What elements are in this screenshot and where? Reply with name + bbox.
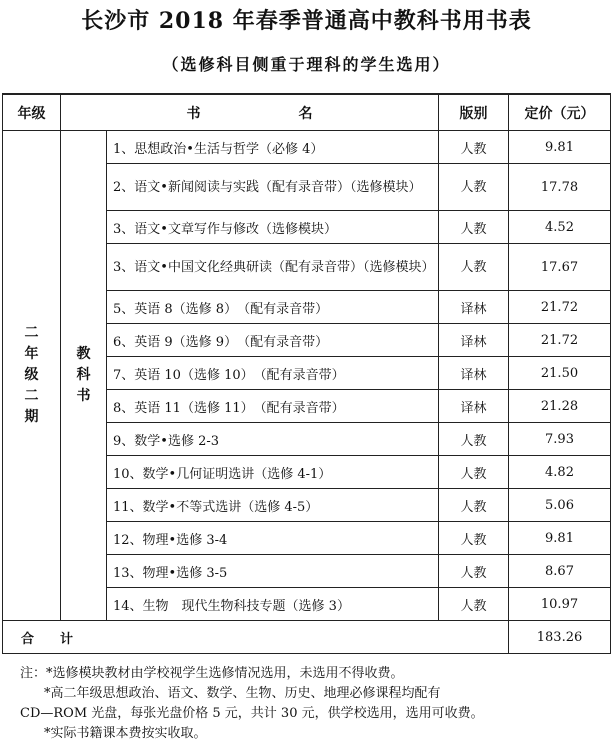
book-name-cell: 3、语文•文章写作与修改（选修模块） bbox=[107, 211, 439, 244]
publisher-cell: 人教 bbox=[439, 164, 509, 211]
note-line: *实际书籍课本费按实收取。 bbox=[44, 726, 207, 741]
book-name-cell: 1、思想政治•生活与哲学（必修 4） bbox=[107, 131, 439, 164]
book-type-cell bbox=[61, 131, 107, 621]
price-cell: 17.67 bbox=[509, 244, 611, 291]
publisher-cell: 译林 bbox=[439, 324, 509, 357]
grade-cell bbox=[3, 131, 61, 621]
total-label: 合计 bbox=[3, 621, 509, 654]
book-name-cell: 6、英语 9（选修 9） （配有录音带） bbox=[107, 324, 439, 357]
book-name-cell: 14、生物 现代生物科技专题（选修 3） bbox=[107, 588, 439, 621]
publisher-cell: 人教 bbox=[439, 522, 509, 555]
table-body bbox=[3, 131, 611, 654]
book-name-cell: 2、语文•新闻阅读与实践（配有录音带）（选修模块） bbox=[107, 164, 439, 211]
publisher-cell: 人教 bbox=[439, 423, 509, 456]
book-name-cell: 9、数学•选修 2-3 bbox=[107, 423, 439, 456]
total-row bbox=[3, 621, 611, 654]
note-line: *高二年级思想政治、语文、数学、生物、历史、地理必修课程均配有 bbox=[44, 686, 441, 701]
price-cell: 9.81 bbox=[509, 131, 611, 164]
publisher-cell: 人教 bbox=[439, 211, 509, 244]
book-name-cell: 11、数学•不等式选讲（选修 4-5） bbox=[107, 489, 439, 522]
publisher-cell: 人教 bbox=[439, 131, 509, 164]
notes bbox=[20, 664, 605, 744]
price-cell: 4.52 bbox=[509, 211, 611, 244]
book-name-cell: 5、英语 8（选修 8） （配有录音带） bbox=[107, 291, 439, 324]
book-name-cell: 13、物理•选修 3-5 bbox=[107, 555, 439, 588]
note-line: 注：*选修模块教材由学校视学生选修情况选用，未选用不得收费。 bbox=[20, 666, 404, 681]
price-cell: 4.82 bbox=[509, 456, 611, 489]
price-cell: 5.06 bbox=[509, 489, 611, 522]
page-title: 长沙市 2018 年春季普通高中教科书用书表 bbox=[81, 8, 532, 34]
price-cell: 21.72 bbox=[509, 324, 611, 357]
price-cell: 7.93 bbox=[509, 423, 611, 456]
header-grade: 年级 bbox=[3, 94, 61, 131]
publisher-cell: 译林 bbox=[439, 291, 509, 324]
publisher-cell: 人教 bbox=[439, 588, 509, 621]
book-name-cell: 12、物理•选修 3-4 bbox=[107, 522, 439, 555]
total-value: 183.26 bbox=[509, 621, 611, 654]
page-subtitle: （选修科目侧重于理科的学生选用） bbox=[162, 55, 451, 74]
price-cell: 21.72 bbox=[509, 291, 611, 324]
price-cell: 9.81 bbox=[509, 522, 611, 555]
grade-label: 二年级二期 bbox=[24, 325, 39, 425]
note-line: CD—ROM 光盘，每张光盘价格 5 元，共计 30 元，供学校选用，选用可收费。 bbox=[20, 706, 484, 721]
book-type-label: 教科书 bbox=[76, 346, 91, 404]
price-cell: 8.67 bbox=[509, 555, 611, 588]
table-row bbox=[3, 131, 611, 164]
table-header-row bbox=[3, 94, 611, 131]
price-cell: 21.50 bbox=[509, 357, 611, 390]
book-name-cell: 3、语文•中国文化经典研读（配有录音带）（选修模块） bbox=[107, 244, 439, 291]
publisher-cell: 人教 bbox=[439, 489, 509, 522]
price-cell: 21.28 bbox=[509, 390, 611, 423]
publisher-cell: 译林 bbox=[439, 390, 509, 423]
price-cell: 17.78 bbox=[509, 164, 611, 211]
textbook-table bbox=[2, 93, 611, 654]
publisher-cell: 译林 bbox=[439, 357, 509, 390]
header-publisher: 版别 bbox=[439, 94, 509, 131]
book-name-cell: 10、数学•几何证明选讲（选修 4-1） bbox=[107, 456, 439, 489]
header-book-name: 书 名 bbox=[61, 94, 439, 131]
publisher-cell: 人教 bbox=[439, 456, 509, 489]
publisher-cell: 人教 bbox=[439, 555, 509, 588]
price-cell: 10.97 bbox=[509, 588, 611, 621]
book-name-cell: 8、英语 11（选修 11） （配有录音带） bbox=[107, 390, 439, 423]
publisher-cell: 人教 bbox=[439, 244, 509, 291]
header-price: 定价（元） bbox=[509, 94, 611, 131]
book-name-cell: 7、英语 10（选修 10） （配有录音带） bbox=[107, 357, 439, 390]
